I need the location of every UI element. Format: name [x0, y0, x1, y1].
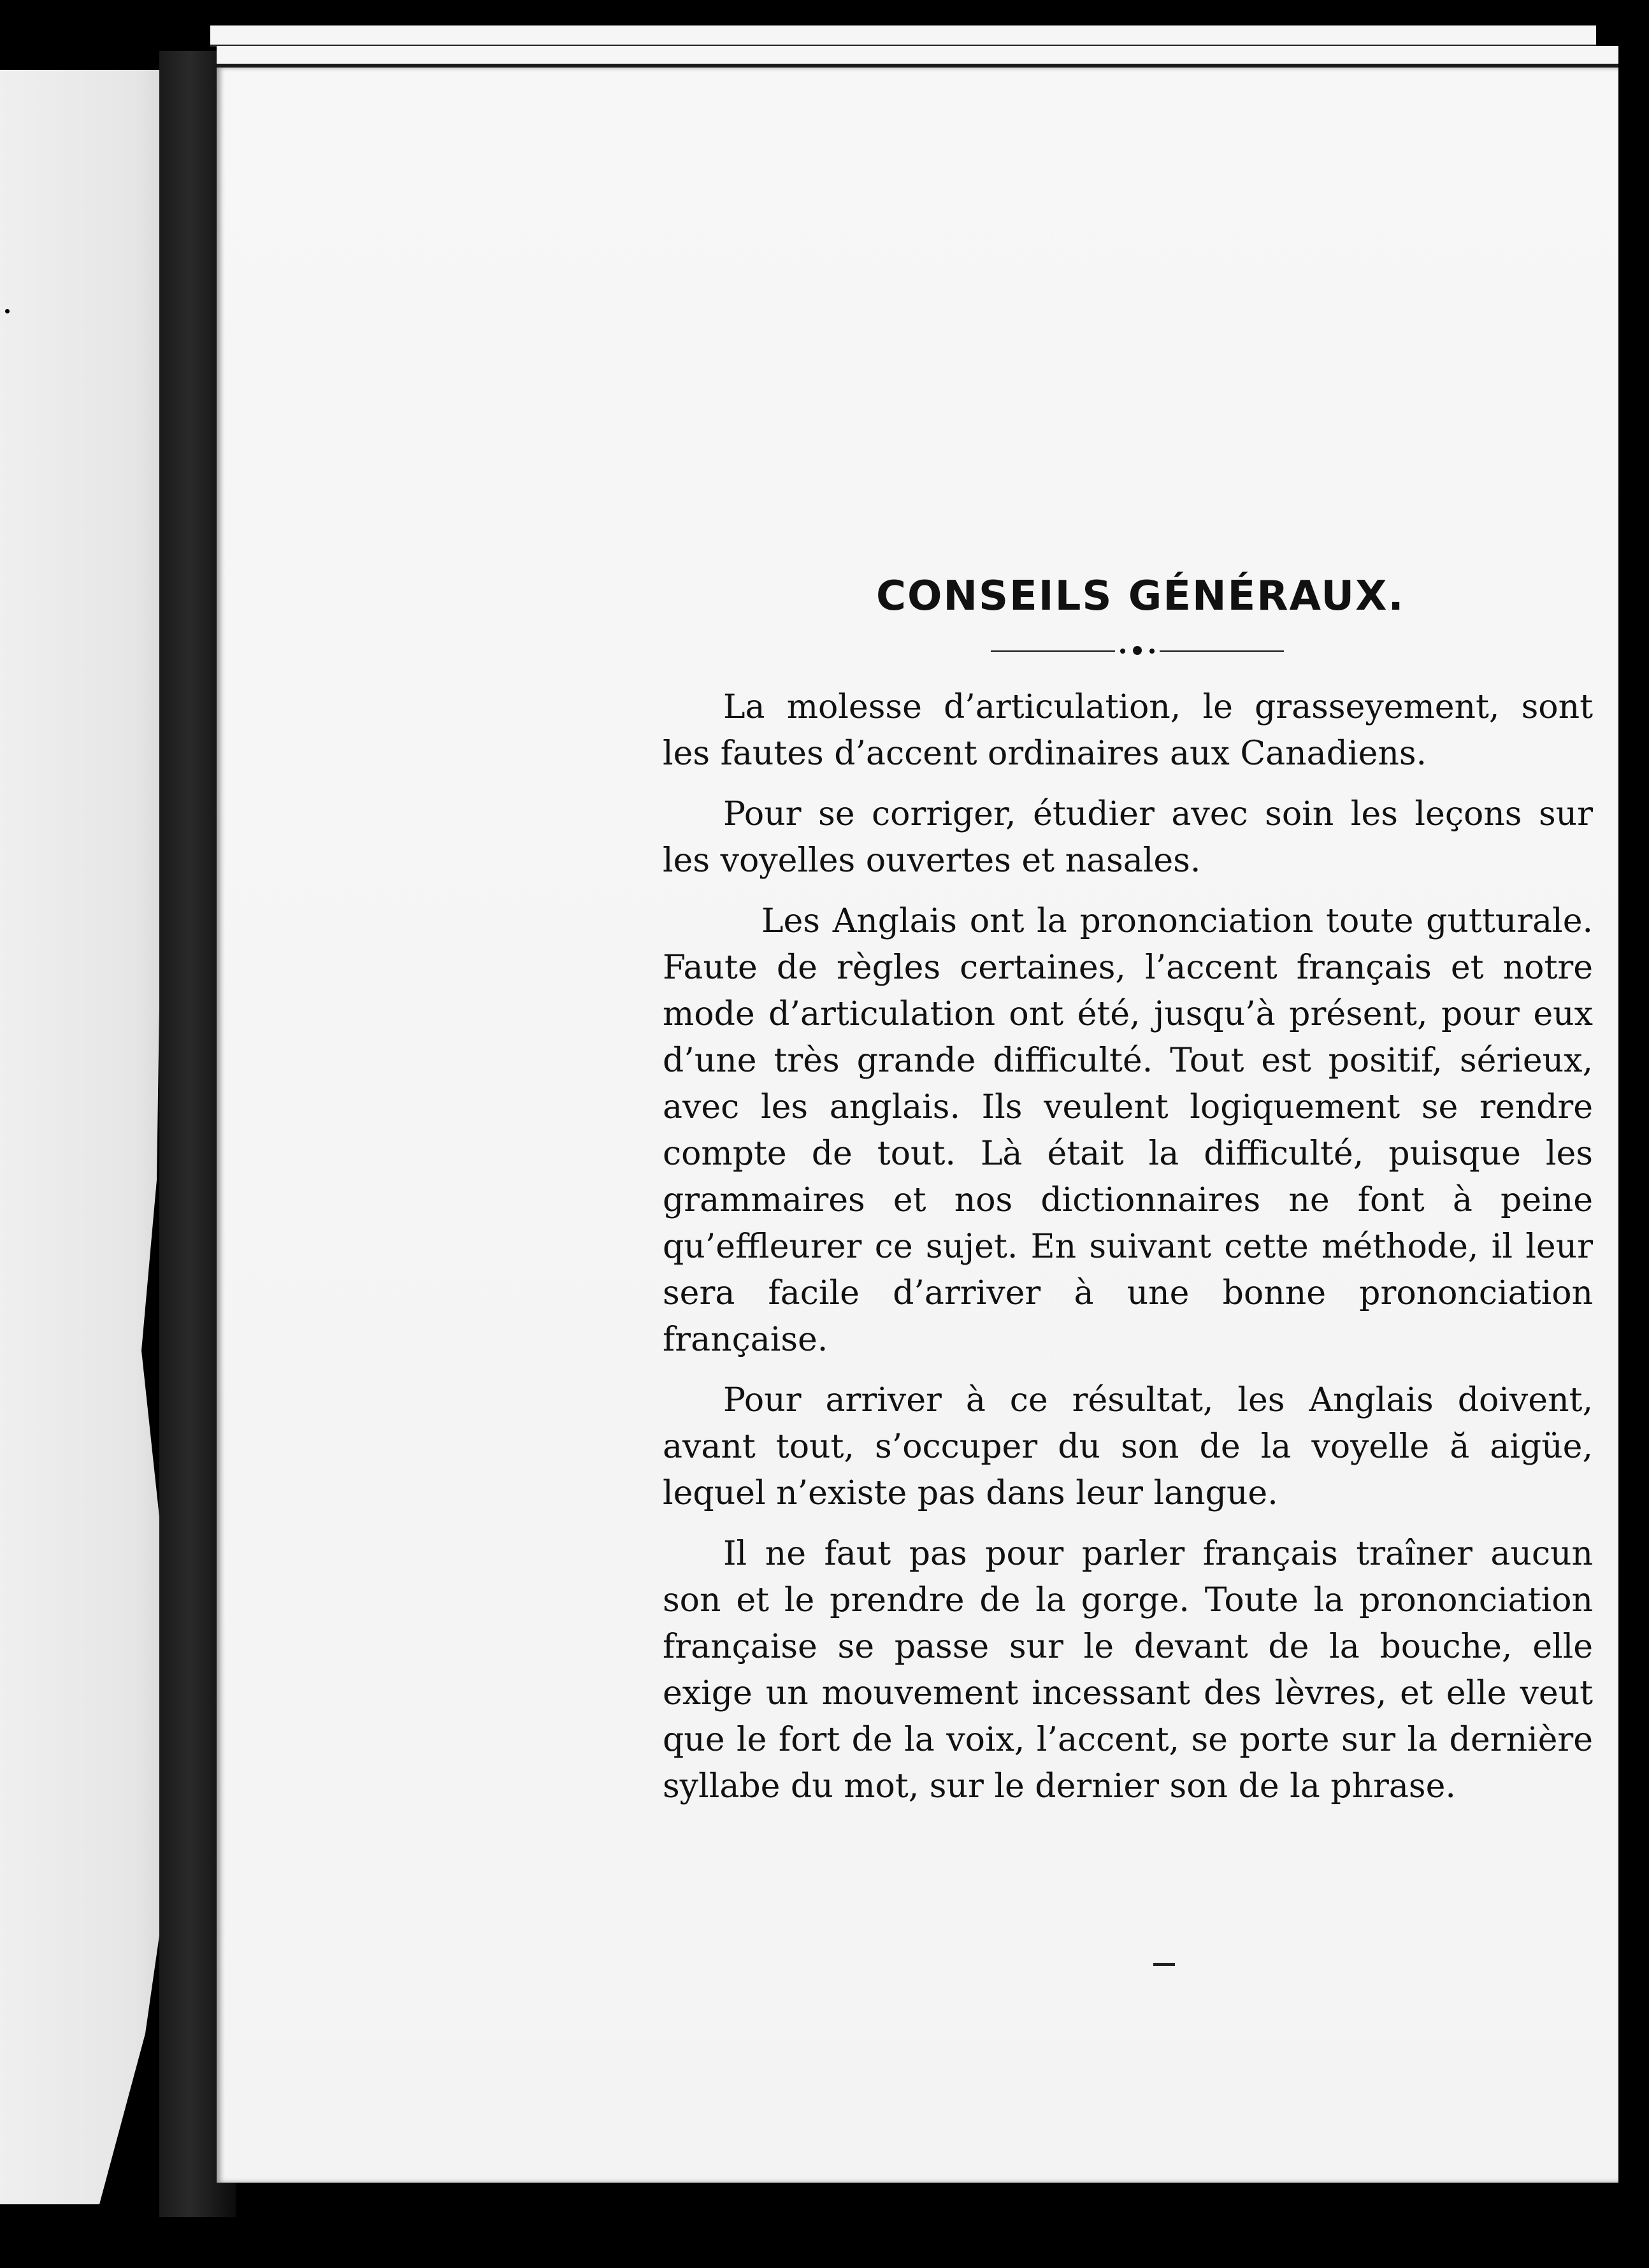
- paragraph-canadiens: La molesse d’articulation, le grasseyement, sont les fautes d’accent ordinaires aux Canadiens.: [663, 688, 1593, 773]
- ornament-dot: [1149, 649, 1155, 654]
- recto-page: [217, 64, 1618, 2183]
- paragraph-se-corriger: Pour se corriger, étudier avec soin les leçons sur les voyelles ouvertes et nasales.: [663, 795, 1593, 880]
- title-ornament-divider: [991, 643, 1284, 659]
- page-text-block: [663, 564, 1593, 1824]
- ornament-rule: [1160, 650, 1284, 652]
- paragraph-anglais: Les Anglais ont la prononciation toute gutturale. Faute de règles certaines, l’accent français et notre mode d’articulation ont été, jusqu’à présent, pour eux d’une très grande difficulté. Tout est positif, sérieux, avec les anglais. Ils veulent logiquement se rendre compte de tout. Là était la difficulté, puisque les grammaires et nos dictionnaires ne font à peine qu’effleurer ce sujet. En suivant cette méthode, il leur sera facile d’arriver à une bonne prononciation française.: [663, 902, 1593, 1359]
- paragraph-prononciation: Il ne faut pas pour parler français traîner aucun son et le prendre de la gorge. Toute la prononciation française se passe sur le devant de la bouche, elle exige un mouvement incessant des lèvres, et elle veut que le fort de la voix, l’accent, se porte sur la dernière syllabe du mot, sur le dernier son de la phrase.: [663, 1535, 1593, 1805]
- page-mark: [1153, 1963, 1175, 1966]
- stacked-page-edge: [210, 25, 1596, 47]
- scan-speck: [5, 309, 10, 313]
- page-title: CONSEILS GÉNÉRAUX.: [876, 573, 1405, 620]
- paragraph-resultat: Pour arriver à ce résultat, les Anglais doivent, avant tout, s’occuper du son de la voyelle ă aigüe, lequel n’existe pas dans leur langue.: [663, 1381, 1593, 1512]
- ornament-rule: [991, 650, 1115, 652]
- ornament-dot: [1120, 649, 1125, 654]
- ornament-dot: [1133, 646, 1142, 655]
